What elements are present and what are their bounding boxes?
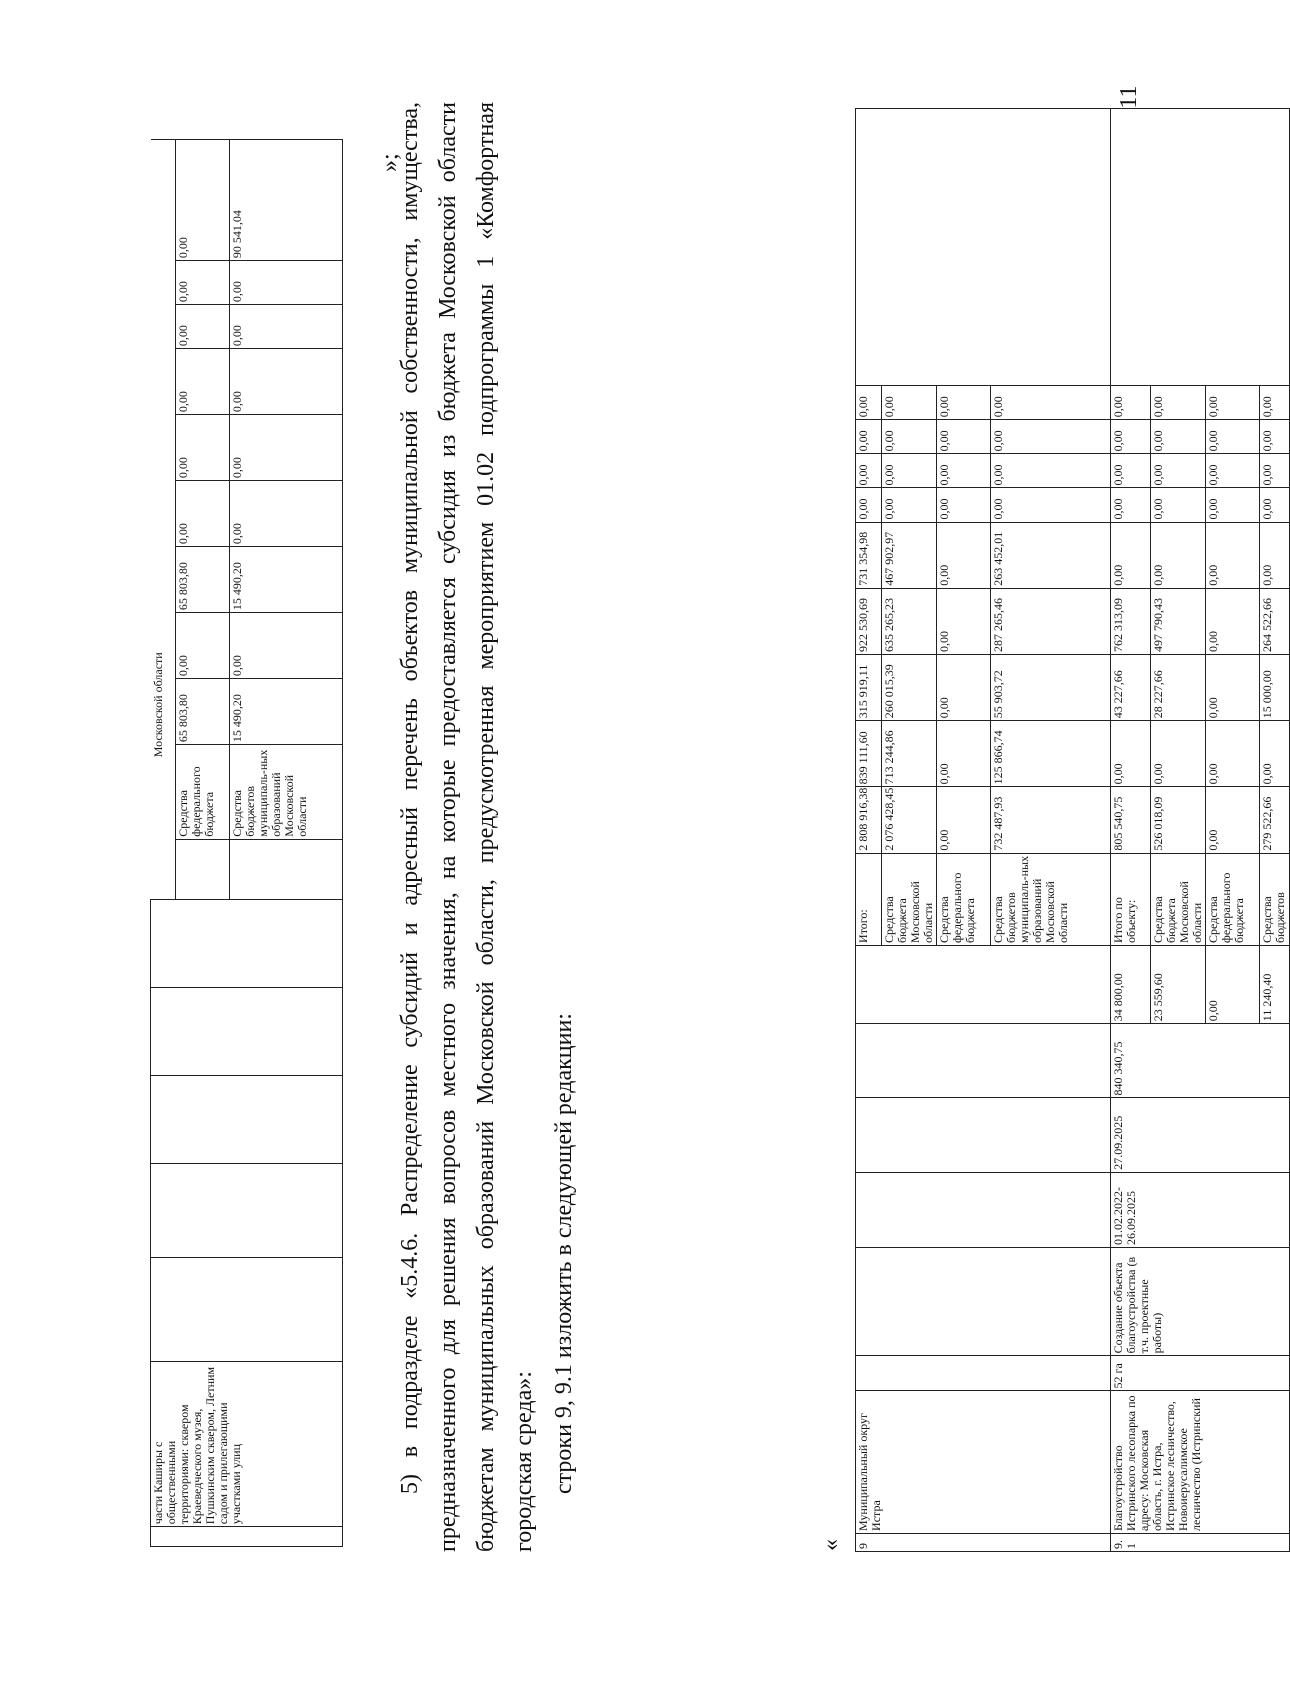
value-cell: 0,00 bbox=[1111, 386, 1151, 420]
source-cell: Средства бюджета Московской области bbox=[882, 853, 937, 945]
open-date-cell: 27.09.2025 bbox=[1111, 1098, 1290, 1172]
value-cell: 65 803,80 bbox=[176, 547, 230, 613]
source-head-text: Московской области bbox=[150, 652, 165, 758]
continued-table bbox=[150, 139, 343, 1547]
value-cell: 0,00 bbox=[1260, 721, 1290, 787]
value-cell: 0,00 bbox=[1151, 454, 1206, 488]
value-cell: 0,00 bbox=[991, 454, 1111, 488]
value-cell: 287 265,46 bbox=[991, 588, 1111, 654]
row-number-cell: 9.1 bbox=[1111, 1533, 1290, 1551]
value-cell: 0,00 bbox=[1206, 588, 1260, 654]
value-cell: 264 522,66 bbox=[1260, 588, 1290, 654]
source-cell: Средства федерального бюджета bbox=[937, 853, 991, 945]
value-cell: 0,00 bbox=[176, 481, 230, 547]
value-cell: 125 866,74 bbox=[991, 721, 1111, 787]
value-cell: 15 490,20 bbox=[230, 547, 343, 613]
value-cell: 0,00 bbox=[937, 522, 991, 588]
value-cell: 0,00 bbox=[1151, 386, 1206, 420]
value-cell: 0,00 bbox=[176, 305, 230, 349]
table-cell bbox=[856, 1356, 1111, 1391]
value-cell: 0,00 bbox=[1260, 488, 1290, 522]
paragraph-main: 5) в подразделе «5.4.6. Распределение субсидий и адресный перечень объектов муниципальной собственности, имущества, предназначенного для решения вопросов местного значения, на которые предоставляется субсидия из бюджета Московской области бюджетам муниципальных образований Московской области, предусмотренная мероприятием 01.02 подпрограммы 1 «Комфортная городская среда»: bbox=[397, 102, 537, 1552]
table-cell bbox=[151, 900, 343, 988]
source-head-cell bbox=[151, 140, 176, 900]
value-cell: 0,00 bbox=[1206, 654, 1260, 720]
value-cell: 34 800,00 bbox=[1111, 945, 1151, 1023]
value-cell: 805 540,75 bbox=[1111, 787, 1151, 853]
closing-quote: »; bbox=[377, 153, 403, 172]
value-cell: 0,00 bbox=[1151, 522, 1206, 588]
work-dates-cell: 01.02.2022-26.09.2025 bbox=[1111, 1172, 1290, 1247]
value-cell: 0,00 bbox=[882, 420, 937, 454]
value-cell: 839 111,60 bbox=[856, 721, 882, 787]
table-cell bbox=[151, 1527, 343, 1547]
value-cell: 23 559,60 bbox=[1151, 945, 1206, 1023]
value-cell: 731 354,98 bbox=[856, 522, 882, 588]
value-cell: 0,00 bbox=[1206, 420, 1260, 454]
value-cell: 0,00 bbox=[882, 386, 937, 420]
value-cell: 0,00 bbox=[1206, 522, 1260, 588]
value-cell: 0,00 bbox=[882, 488, 937, 522]
table-cell bbox=[151, 1076, 343, 1164]
value-cell: 0,00 bbox=[1206, 386, 1260, 420]
source-cell: Средства бюджетов муниципаль-ных образований Московской области bbox=[230, 745, 343, 840]
value-cell: 0,00 bbox=[1111, 454, 1151, 488]
value-cell: 0,00 bbox=[230, 349, 343, 415]
table-cell bbox=[151, 988, 343, 1076]
row-number-cell: 9 bbox=[856, 1533, 1111, 1551]
value-cell: 0,00 bbox=[230, 305, 343, 349]
value-cell: 0,00 bbox=[176, 415, 230, 481]
value-cell: 0,00 bbox=[937, 654, 991, 720]
object-name-cell: Благоустройство Истринского лесопарка по адресу: Московская область, г. Истра, Истринское лесничество, Новоиерусалимское лесничество (Истринский bbox=[1111, 1391, 1290, 1533]
value-cell: 0,00 bbox=[1151, 488, 1206, 522]
work-type-cell: Создание объекта благоустройства (в т.ч. проектные работы) bbox=[1111, 1247, 1290, 1355]
source-cell: Средства бюджетов bbox=[1260, 853, 1290, 945]
value-cell: 260 015,39 bbox=[882, 654, 937, 720]
value-cell: 0,00 bbox=[176, 613, 230, 679]
table-cell bbox=[151, 1257, 343, 1362]
value-cell: 0,00 bbox=[1260, 454, 1290, 488]
value-cell: 0,00 bbox=[937, 454, 991, 488]
value-cell: 0,00 bbox=[230, 613, 343, 679]
source-cell: Средства бюджетов муниципаль-ных образований Московской области bbox=[991, 853, 1111, 945]
value-cell: 0,00 bbox=[991, 420, 1111, 454]
value-cell: 635 265,23 bbox=[882, 588, 937, 654]
capacity-cell: 52 га bbox=[1111, 1356, 1290, 1391]
source-cell: Средства федерального бюджета bbox=[1206, 853, 1260, 945]
total-label-cell: Итого: bbox=[856, 853, 882, 945]
value-cell: 0,00 bbox=[1260, 420, 1290, 454]
value-cell: 0,00 bbox=[856, 420, 882, 454]
table-cell bbox=[856, 1098, 1111, 1172]
value-cell: 0,00 bbox=[856, 386, 882, 420]
total-label-cell: Итого по объекту: bbox=[1111, 853, 1151, 945]
value-cell: 15 000,00 bbox=[1260, 654, 1290, 720]
value-cell: 15 490,20 bbox=[230, 679, 343, 745]
value-cell: 0,00 bbox=[1206, 945, 1260, 1023]
table-cell bbox=[151, 1164, 343, 1258]
table-row bbox=[856, 109, 882, 1552]
value-cell: 0,00 bbox=[1151, 420, 1206, 454]
table-cell bbox=[856, 1247, 1111, 1355]
value-cell: 0,00 bbox=[991, 488, 1111, 522]
value-cell: 0,00 bbox=[1206, 488, 1260, 522]
value-cell: 0,00 bbox=[1111, 522, 1151, 588]
value-cell: 922 530,69 bbox=[856, 588, 882, 654]
value-cell: 315 919,11 bbox=[856, 654, 882, 720]
value-cell: 762 313,09 bbox=[1111, 588, 1151, 654]
source-cell: Средства бюджета Московской области bbox=[1151, 853, 1206, 945]
value-cell: 0,00 bbox=[937, 721, 991, 787]
value-cell: 43 227,66 bbox=[1111, 654, 1151, 720]
table-cell bbox=[1111, 109, 1290, 386]
value-cell: 526 018,09 bbox=[1151, 787, 1206, 853]
value-cell: 0,00 bbox=[1260, 386, 1290, 420]
source-cell: Средства федерального бюджета bbox=[176, 745, 230, 840]
amendment-paragraph bbox=[391, 102, 583, 1552]
value-cell: 55 903,72 bbox=[991, 654, 1111, 720]
value-cell: 0,00 bbox=[937, 488, 991, 522]
value-cell: 732 487,93 bbox=[991, 787, 1111, 853]
value-cell: 0,00 bbox=[176, 261, 230, 305]
value-cell: 28 227,66 bbox=[1151, 654, 1206, 720]
value-cell: 0,00 bbox=[230, 481, 343, 547]
subsidy-table bbox=[855, 108, 1290, 1552]
value-cell: 0,00 bbox=[1206, 787, 1260, 853]
table-row bbox=[1111, 109, 1151, 1552]
table-cell bbox=[856, 945, 1111, 1023]
value-cell: 279 522,66 bbox=[1260, 787, 1290, 853]
value-cell: 0,00 bbox=[882, 454, 937, 488]
value-cell: 0,00 bbox=[1206, 454, 1260, 488]
value-cell: 65 803,80 bbox=[176, 679, 230, 745]
value-cell: 0,00 bbox=[856, 454, 882, 488]
value-cell: 0,00 bbox=[1206, 721, 1260, 787]
value-cell: 467 902,97 bbox=[882, 522, 937, 588]
value-cell: 11 240,40 bbox=[1260, 945, 1290, 1023]
table-cell bbox=[856, 109, 1111, 386]
value-cell: 2 808 916,38 bbox=[856, 787, 882, 853]
cost-cell: 840 340,75 bbox=[1111, 1024, 1290, 1098]
value-cell: 0,00 bbox=[1111, 721, 1151, 787]
paragraph-instruction: строки 9, 9.1 изложить в следующей редакции: bbox=[551, 1013, 577, 1494]
value-cell: 0,00 bbox=[1111, 420, 1151, 454]
value-cell: 0,00 bbox=[937, 420, 991, 454]
table-cell bbox=[856, 1024, 1111, 1098]
table-cell bbox=[230, 839, 343, 900]
value-cell: 0,00 bbox=[937, 386, 991, 420]
value-cell: 0,00 bbox=[176, 349, 230, 415]
table-cell bbox=[176, 839, 230, 900]
value-cell: 0,00 bbox=[1111, 488, 1151, 522]
value-cell: 713 244,86 bbox=[882, 721, 937, 787]
value-cell: 0,00 bbox=[1151, 721, 1206, 787]
value-cell: 263 452,01 bbox=[991, 522, 1111, 588]
value-cell: 0,00 bbox=[230, 415, 343, 481]
value-cell: 497 790,43 bbox=[1151, 588, 1206, 654]
value-cell: 2 076 428,45 bbox=[882, 787, 937, 853]
opening-quote: « bbox=[818, 1539, 844, 1551]
object-name-cell: части Каширы с общественными территориями: сквером Краеведческого музея, Пушкинским сквером, Летним садом и прилегающими участками улиц bbox=[151, 1362, 343, 1527]
table-row bbox=[151, 140, 176, 1547]
municipality-cell: Муниципальный округ Истра bbox=[856, 1391, 1111, 1533]
value-cell: 0,00 bbox=[856, 488, 882, 522]
value-cell: 0,00 bbox=[937, 787, 991, 853]
value-cell: 0,00 bbox=[991, 386, 1111, 420]
value-cell: 0,00 bbox=[1260, 522, 1290, 588]
value-cell: 0,00 bbox=[937, 588, 991, 654]
value-cell: 90 541,04 bbox=[230, 140, 343, 261]
table-cell bbox=[856, 1172, 1111, 1247]
value-cell: 0,00 bbox=[176, 140, 230, 261]
page-number: 11 bbox=[1116, 85, 1142, 109]
value-cell: 0,00 bbox=[230, 261, 343, 305]
